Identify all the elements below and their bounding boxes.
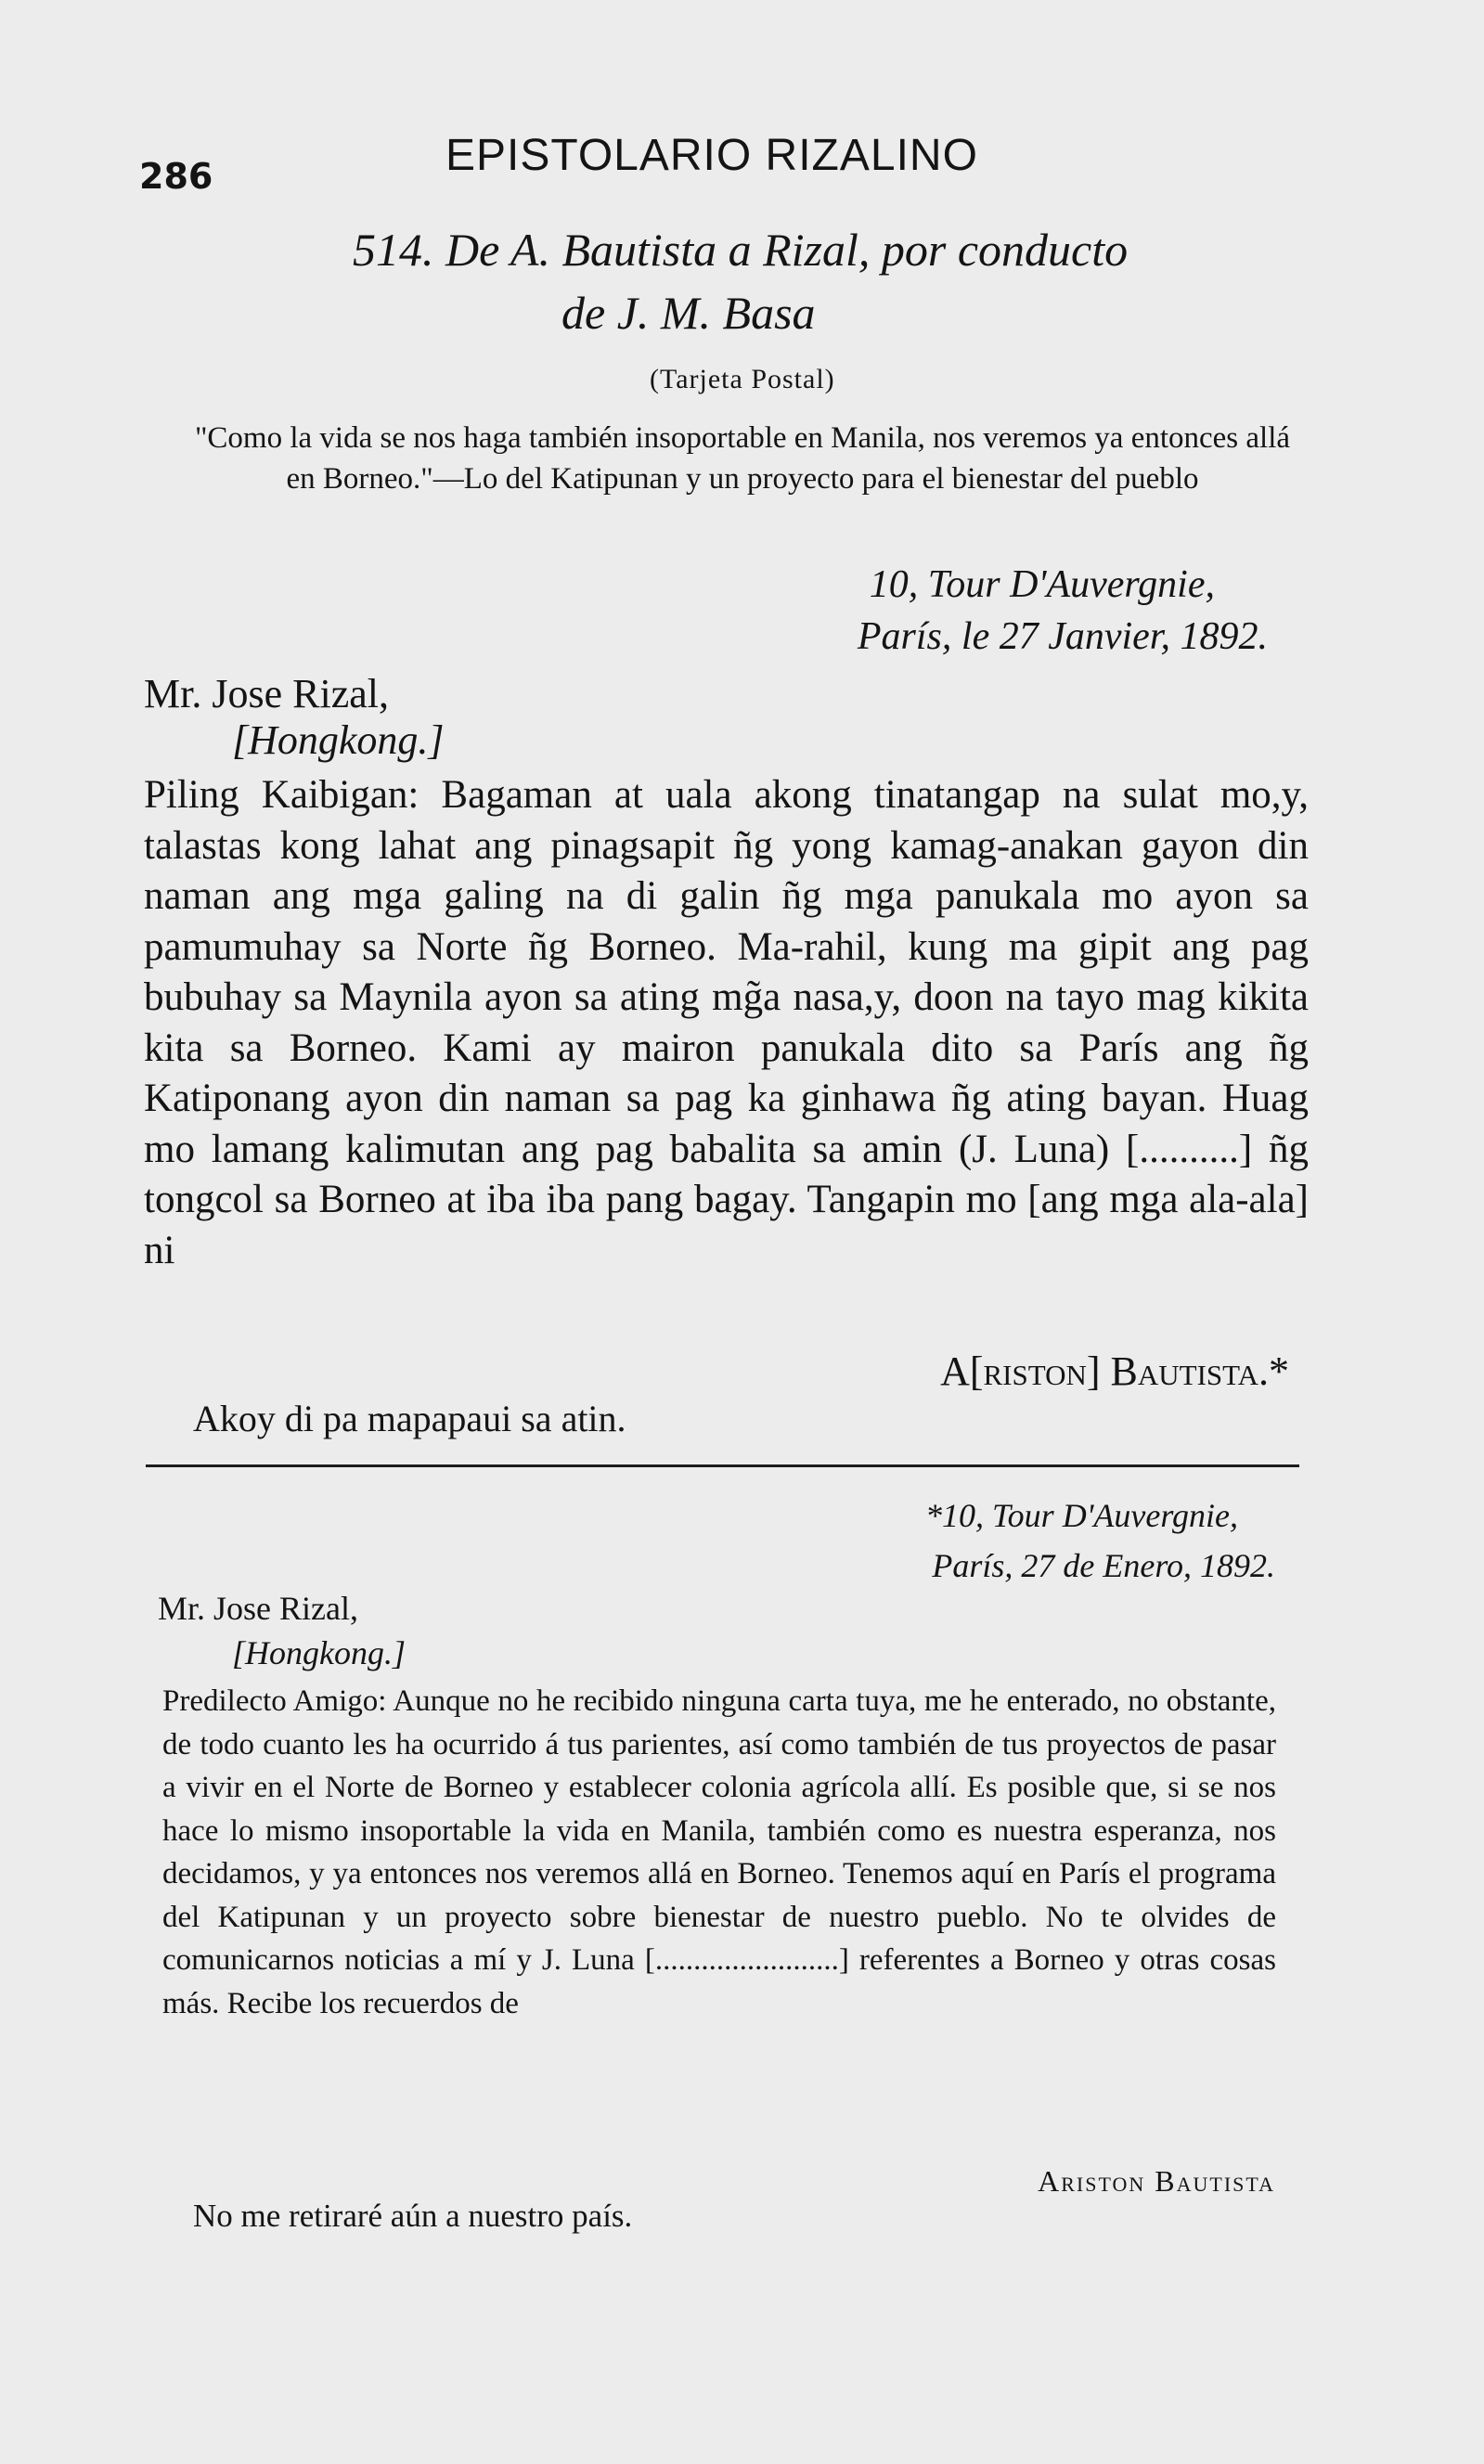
footnote-place: *10, Tour D'Auvergnie,: [924, 1497, 1238, 1534]
letter-signature: A[riston] Bautista.*: [940, 1348, 1289, 1394]
letter-postscript: Akoy di pa mapapaui sa atin.: [193, 1398, 626, 1439]
footnote-divider: [146, 1464, 1299, 1467]
letter-place: 10, Tour D'Auvergnie,: [869, 563, 1215, 606]
page-number: 286: [139, 156, 213, 197]
letter-heading-line2: de J. M. Basa: [561, 287, 816, 339]
letter-recipient-location: [Hongkong.]: [232, 717, 445, 763]
letter-date: París, le 27 Janvier, 1892.: [857, 615, 1268, 658]
running-title: EPISTOLARIO RIZALINO: [445, 131, 978, 180]
letter-heading-line1: 514. De A. Bautista a Rizal, por conducto: [353, 224, 1129, 276]
footnote-body: Predilecto Amigo: Aunque no he recibido ninguna carta tuya, me he enterado, no obstante, de todo cuanto les ha ocurrido á tus parientes, así como también de tus proyectos de pasar a vivir en el Norte de Borneo y establecer colonia agrícola allí. Es posible que, si se nos hace lo mismo insoportable la vida en Manila, también como es nuestra esperanza, nos decidamos, y ya entonces nos veremos allá en Borneo. Tenemos aquí en París el programa del Katipunan y un proyecto sobre bienestar de nuestro pueblo. No te olvides de comunicarnos noticias a mí y J. Luna [........................] referentes a Borneo y otras cosas más. Recibe los recuerdos de: [162, 1684, 1276, 2020]
footnote-postscript: No me retiraré aún a nuestro país.: [193, 2198, 633, 2234]
footnote-signature: Ariston Bautista: [1038, 2164, 1275, 2198]
footnote-recipient: Mr. Jose Rizal,: [158, 1590, 358, 1627]
letter-subtitle: (Tarjeta Postal): [650, 364, 835, 394]
letter-body: Piling Kaibigan: Bagaman at uala akong tinatangap na sulat mo,y, talastas kong lahat ang pinagsapit ñg yong kamag-anakan gayon din naman ang mga galing na di galin ñg mga panukala mo ayon sa pamumuhay sa Norte ñg Borneo. Ma-rahil, kung ma gipit ang pag bubuhay sa Maynila ayon sa ating mg̃a nasa,y, doon na tayo mag kikita kita sa Borneo. Kami ay mairon panukala dito sa París ang ñg Katiponang ayon din naman sa pag ka ginhawa ñg ating bayan. Huag mo lamang kalimutan ang pag babalita sa amin (J. Luna) [..........] ñg tongcol sa Borneo at iba iba pang bagay. Tangapin mo [ang mga ala-ala] ni: [144, 773, 1309, 1272]
letter-summary: "Como la vida se nos haga también insoportable en Manila, nos veremos ya entonces allá en Borneo."—Lo del Katipunan y un proyecto para el bienestar del pueblo: [194, 421, 1291, 496]
letter-recipient: Mr. Jose Rizal,: [144, 671, 389, 716]
footnote-date: París, 27 de Enero, 1892.: [932, 1547, 1275, 1584]
footnote-recipient-location: [Hongkong.]: [232, 1634, 406, 1671]
